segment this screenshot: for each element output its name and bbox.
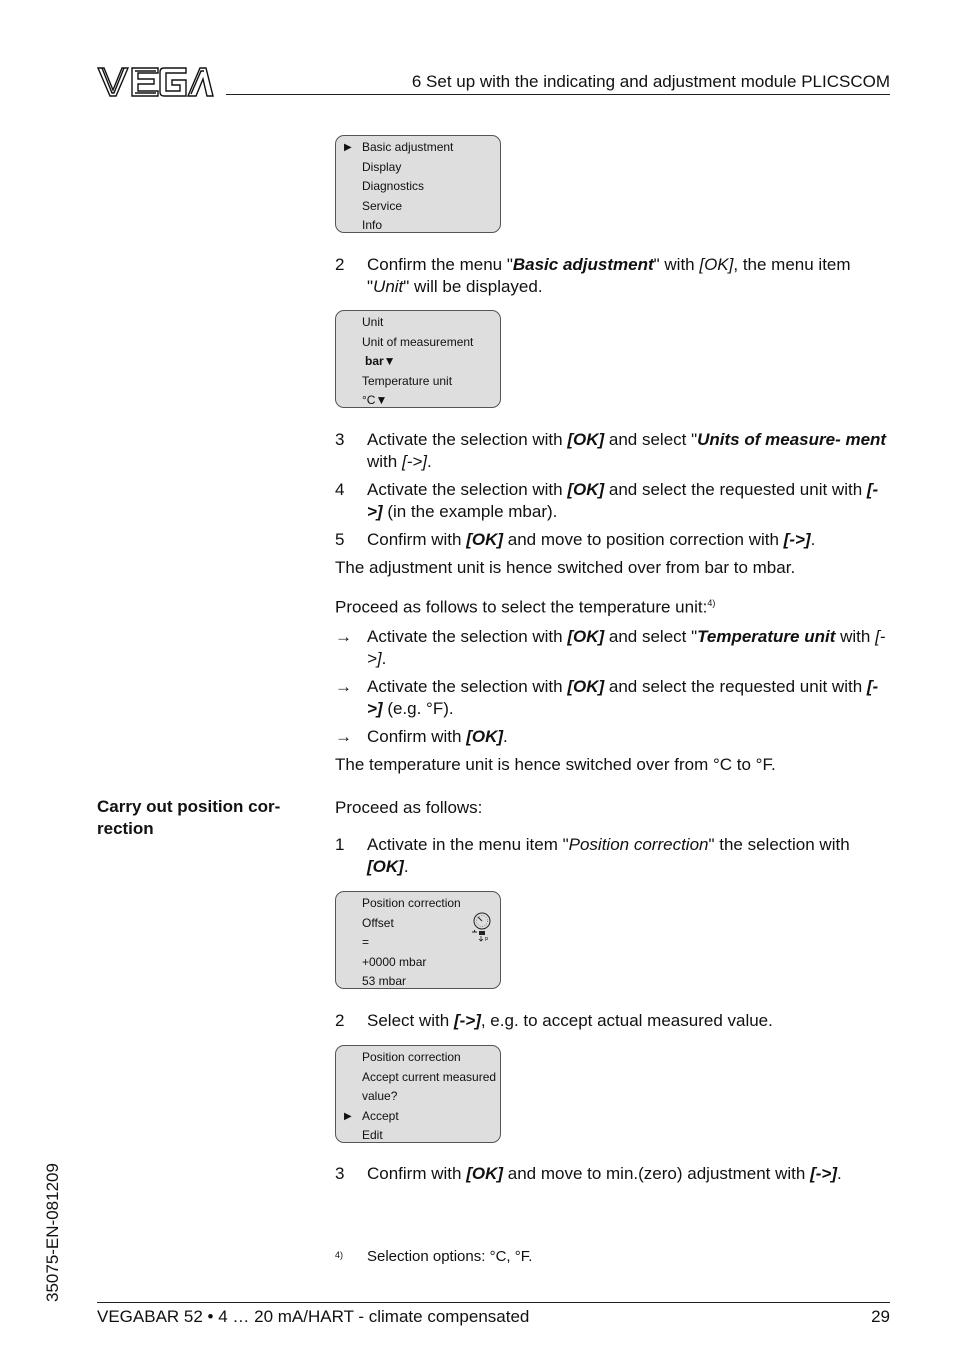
section-heading: Carry out position cor- rection xyxy=(97,797,281,838)
display-row: Edit xyxy=(362,1128,383,1142)
display-row: value? xyxy=(362,1089,398,1103)
arrow-icon: → xyxy=(335,677,352,696)
footnote-text: Selection options: °C, °F. xyxy=(367,1248,533,1265)
instruction-text: Activate the selection with [OK] and select "Temperature unit with [->]. xyxy=(367,627,886,668)
display-row: ▶ Basic adjustment xyxy=(336,138,500,158)
svg-text:p: p xyxy=(485,936,489,942)
step-text: Confirm the menu "Basic adjustment" with [OK], the menu item "Unit" will be displayed. xyxy=(367,255,851,296)
pointer-icon: ▶ xyxy=(344,142,352,153)
display-accept-value xyxy=(335,1045,501,1143)
display-row: +0000 mbar xyxy=(362,954,427,969)
step-number: 4 xyxy=(335,480,345,499)
display-row: Display xyxy=(362,159,402,174)
display-row-selected: bar▼ xyxy=(365,354,396,368)
step-text: Select with [->], e.g. to accept actual measured value. xyxy=(367,1011,773,1030)
pressure-gauge-icon xyxy=(470,910,492,942)
step-number: 2 xyxy=(335,255,345,274)
display-row: Temperature unit xyxy=(362,373,453,388)
paragraph: Proceed as follows: xyxy=(335,798,483,817)
step-text: Activate the selection with [OK] and select the requested unit with [->] (in the example mbar). xyxy=(367,480,879,521)
step-text: Activate in the menu item "Position correction" the selection with [OK]. xyxy=(367,835,850,876)
footer-product: VEGABAR 52 • 4 … 20 mA/HART - climate compensated xyxy=(97,1307,530,1326)
step-number: 3 xyxy=(335,430,345,449)
arrow-icon: → xyxy=(335,727,352,746)
step-number: 2 xyxy=(335,1011,345,1030)
vega-logo xyxy=(96,66,214,98)
display-row: Unit of measurement xyxy=(362,334,474,349)
display-row: °C▼ xyxy=(362,393,388,407)
display-row: = xyxy=(362,935,370,949)
step-number: 3 xyxy=(335,1164,345,1183)
page-number: 29 xyxy=(871,1307,890,1326)
display-row: Position correction xyxy=(362,1050,461,1064)
step-text: Confirm with [OK] and move to min.(zero) adjustment with [->]. xyxy=(367,1164,842,1183)
document-id: 35075-EN-081209 xyxy=(43,1163,62,1302)
arrow-icon: → xyxy=(335,627,352,646)
step-text: Activate the selection with [OK] and select "Units of measure- ment with [->]. xyxy=(367,430,887,471)
display-row: Position correction xyxy=(362,896,461,910)
paragraph: Proceed as follows to select the temperature unit:$^{4)}$ xyxy=(335,597,716,617)
display-position-correction xyxy=(335,891,501,989)
display-row: Unit xyxy=(362,315,384,329)
footer-rule xyxy=(97,1302,890,1303)
display-row: Service xyxy=(362,198,403,213)
pointer-icon: ▶ xyxy=(344,1110,352,1122)
footnote-number: 4) xyxy=(335,1250,344,1260)
display-row: 53 mbar xyxy=(362,974,407,988)
paragraph: The temperature unit is hence switched over from °C to °F. xyxy=(335,755,776,774)
instruction-text: Confirm with [OK]. xyxy=(367,727,508,746)
header-rule xyxy=(226,94,890,95)
instruction-text: Activate the selection with [OK] and select the requested unit with [->] (e.g. °F). xyxy=(367,677,879,718)
display-main-menu xyxy=(335,135,501,233)
display-row: Accept current measured xyxy=(362,1069,497,1084)
step-number: 5 xyxy=(335,530,345,549)
step-text: Confirm with [OK] and move to position correction with [->]. xyxy=(367,530,816,549)
display-row: ▶ Accept xyxy=(336,1107,500,1127)
display-row: Diagnostics xyxy=(362,179,425,193)
paragraph: The adjustment unit is hence switched over from bar to mbar. xyxy=(335,558,796,577)
chapter-title: 6 Set up with the indicating and adjustment module PLICSCOM xyxy=(411,72,890,91)
display-row: Info xyxy=(362,218,383,232)
display-unit-menu xyxy=(335,310,501,408)
display-row: Offset xyxy=(362,915,394,930)
step-number: 1 xyxy=(335,835,345,854)
